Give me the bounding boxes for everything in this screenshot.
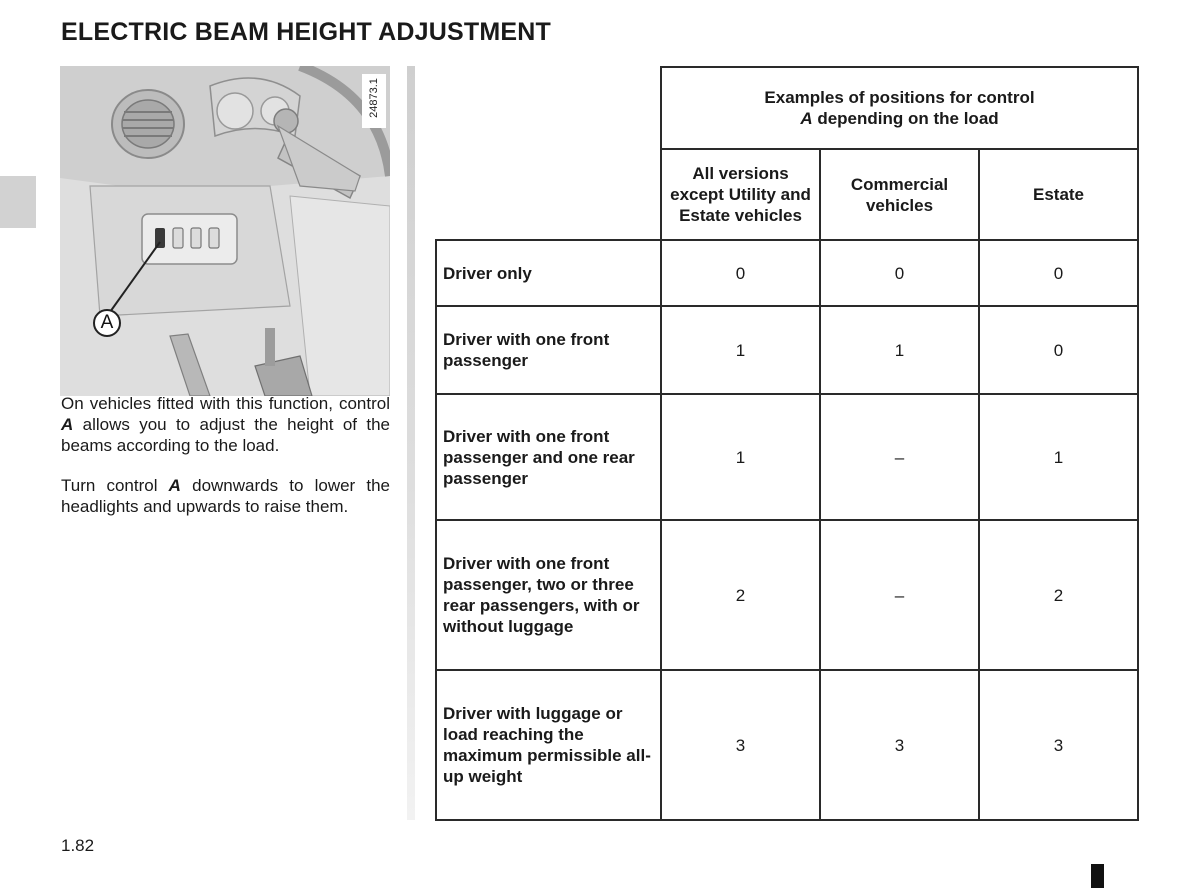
cell-value: 1	[820, 306, 979, 394]
cell-value: 2	[661, 520, 820, 670]
description-paragraph-1: On vehicles fitted with this function, control A allows you to adjust the height of the beams according to the load.	[61, 394, 390, 455]
table-header-row-main	[436, 67, 1138, 149]
dashboard-illustration	[60, 66, 390, 396]
table-row	[436, 670, 1138, 820]
column-header-estate: Estate	[979, 149, 1138, 240]
cell-value: 0	[979, 306, 1138, 394]
table-row	[436, 520, 1138, 670]
row-label: Driver with one front passenger	[436, 306, 661, 394]
cell-value: 0	[979, 240, 1138, 306]
column-divider	[407, 66, 415, 820]
column-header-commercial: Commercial vehicles	[820, 149, 979, 240]
table-corner-empty	[436, 67, 661, 240]
table-row	[436, 394, 1138, 520]
cell-value: 1	[661, 306, 820, 394]
page-title: ELECTRIC BEAM HEIGHT ADJUSTMENT	[61, 18, 552, 46]
section-tab-marker	[0, 176, 36, 228]
beam-control-switch-icon	[155, 228, 165, 248]
cell-value: 0	[661, 240, 820, 306]
cell-value: 1	[661, 394, 820, 520]
description-paragraph-2: Turn control A downwards to lower the headlights and upwards to raise them.	[61, 476, 390, 516]
cell-value: 1	[979, 394, 1138, 520]
column-header-all-versions: All versions except Utility and Estate vehicles	[661, 149, 820, 240]
table-row	[436, 306, 1138, 394]
figure-reference-number: 24873.1	[368, 78, 380, 118]
page-number: 1.82	[61, 836, 95, 855]
figure-reference-label	[362, 74, 386, 128]
row-label: Driver with luggage or load reaching the maximum permissible all-up weight	[436, 670, 661, 820]
cell-value: 3	[979, 670, 1138, 820]
cell-value: 0	[820, 240, 979, 306]
table-main-header: Examples of positions for control A depending on the load	[661, 67, 1138, 149]
row-label: Driver with one front passenger, two or three rear passengers, with or without luggage	[436, 520, 661, 670]
cell-value: 3	[661, 670, 820, 820]
callout-a-marker: A	[93, 309, 121, 337]
air-vent-icon	[112, 90, 184, 158]
table-row	[436, 240, 1138, 306]
cell-value: 2	[979, 520, 1138, 670]
dashboard-drawing	[60, 66, 390, 396]
row-label: Driver only	[436, 240, 661, 306]
cell-value: –	[820, 520, 979, 670]
load-positions-table	[435, 66, 1139, 821]
cell-value: 3	[820, 670, 979, 820]
page-edge-marker	[1091, 864, 1104, 888]
switch-panel-icon	[142, 214, 237, 264]
cell-value: –	[820, 394, 979, 520]
row-label: Driver with one front passenger and one rear passenger	[436, 394, 661, 520]
